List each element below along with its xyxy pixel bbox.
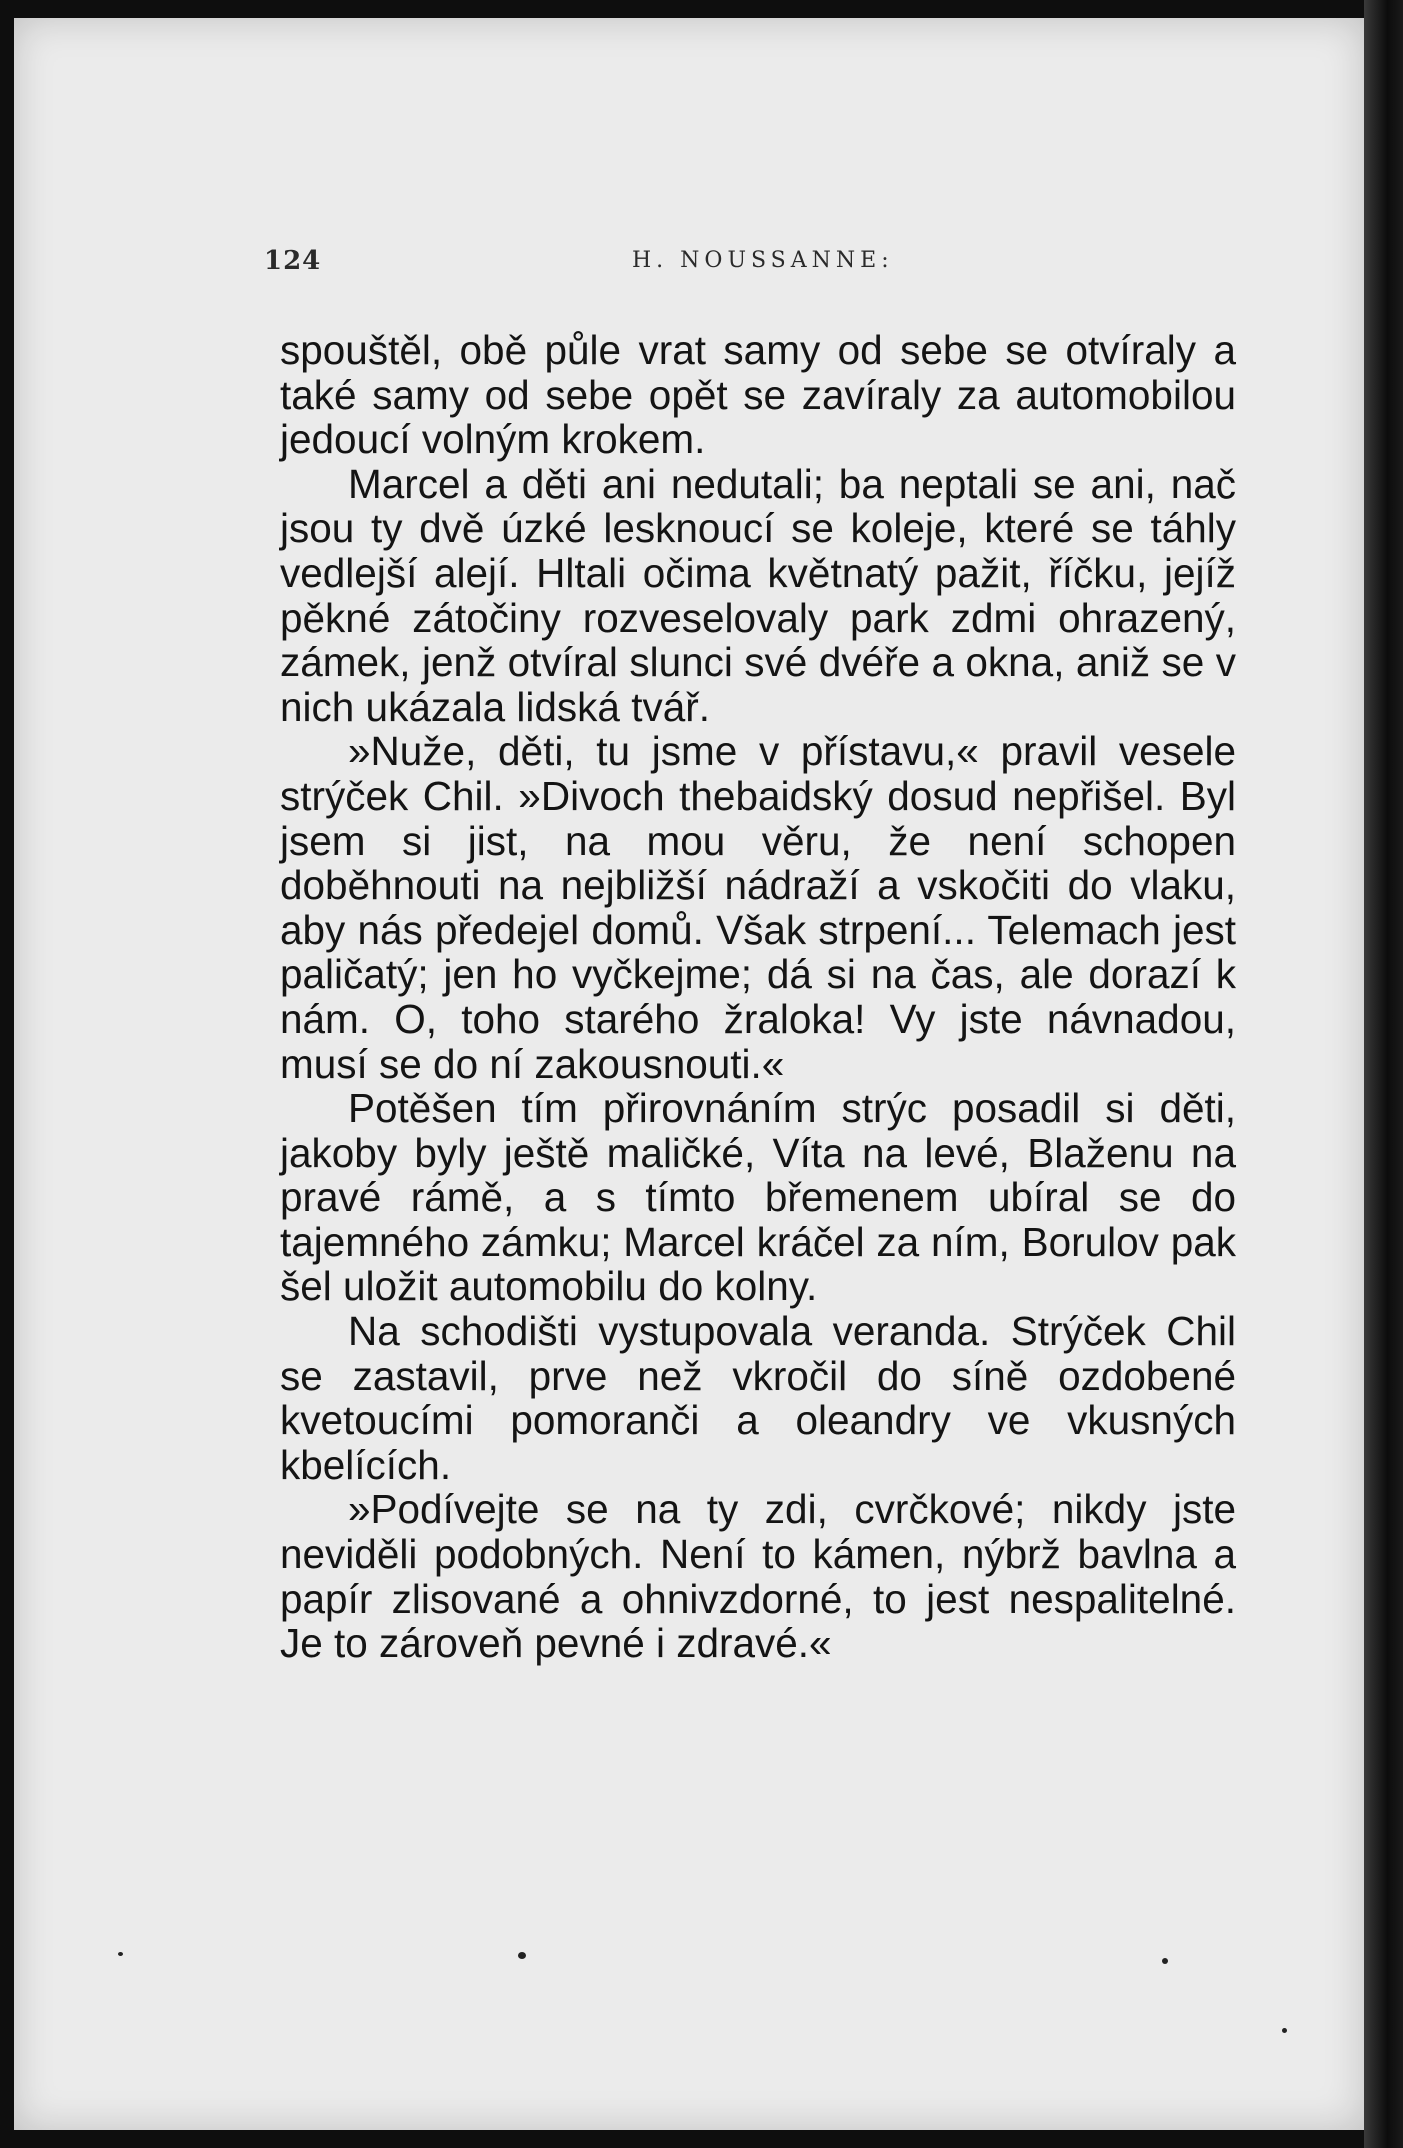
paragraph: »Nuže, děti, tu jsme v přístavu,« pravil vesele strýček Chil. »Divoch thebaidský dosud nepřišel. Byl jsem si jist, na mou věru, že není schopen doběhnouti na nejbližší nádraží a vskočiti do vlaku, aby nás předejel domů. Však strpení... Telemach jest paličatý; jen ho vyčkejme; dá si na čas, ale dorazí k nám. O, toho starého žraloka! Vy jste návnadou, musí se do ní zakousnouti.« (280, 728, 1236, 1087)
paper-speck (1282, 2028, 1287, 2033)
paper-speck (1162, 1958, 1168, 1964)
page-number: 124 (264, 246, 322, 276)
page-header (14, 246, 1364, 286)
body-text (280, 328, 1236, 1666)
paragraph: »Podívejte se na ty zdi, cvrčkové; nikdy jste neviděli podobných. Není to kámen, nýbrž bavlna a papír zlisované a ohnivzdorné, to jest nespalitelné. Je to zároveň pevné i zdravé.« (280, 1486, 1236, 1667)
paragraph: Na schodišti vystupovala veranda. Strýček Chil se zastavil, prve než vkročil do síně ozdobené kvetoucími pomoranči a oleandry ve vkusných kbelících. (280, 1308, 1236, 1488)
running-head: H. NOUSSANNE: (632, 248, 894, 273)
book-page (14, 18, 1364, 2130)
paper-speck (518, 1952, 526, 1959)
paragraph: spouštěl, obě půle vrat samy od sebe se otvíraly a také samy od sebe opět se zavíraly za automobilou jedoucí volným krokem. (280, 327, 1236, 463)
paper-speck (118, 1952, 123, 1956)
paragraph: Potěšen tím přirovnáním strýc posadil si děti, jakoby byly ještě maličké, Víta na levé, Blaženu na pravé rámě, a s tímto břemenem ubíral se do tajemného zámku; Marcel kráčel za ním, Borulov pak šel uložit automobilu do kolny. (280, 1085, 1236, 1310)
paragraph: Marcel a děti ani nedutali; ba neptali se ani, nač jsou ty dvě úzké lesknoucí se koleje, které se táhly vedlejší alejí. Hltali očima květnatý pažit, říčku, jejíž pěkné zátočiny rozveselovaly park zdmi ohrazený, zámek, jenž otvíral slunci své dvéře a okna, aniž se v nich ukázala lidská tvář. (280, 460, 1236, 730)
page-edge-shadow (1364, 0, 1403, 2148)
